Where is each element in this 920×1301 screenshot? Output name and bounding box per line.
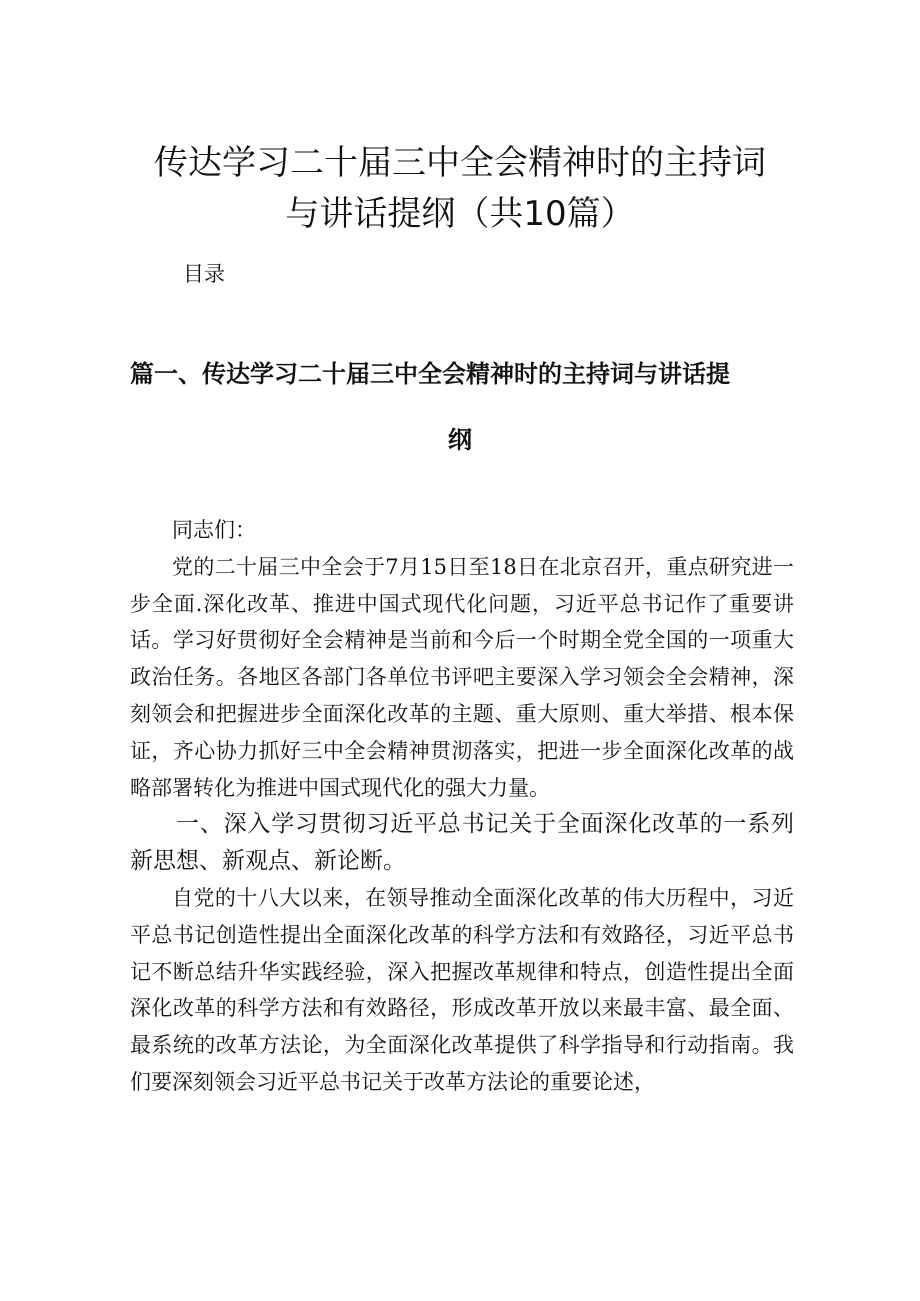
document-title-line-1: 传达学习二十届三中全会精神时的主持词 — [154, 143, 766, 183]
greeting: 同志们： — [172, 518, 256, 542]
table-of-contents-label: 目录 — [183, 262, 225, 286]
section-title-line-2: 纲 — [448, 426, 472, 454]
document-title-line-2: 与讲话提纲（共10篇） — [285, 194, 635, 234]
section-title-line-1: 篇一、传达学习二十届三中全会精神时的主持词与讲话提 — [130, 360, 730, 388]
section-title — [130, 356, 790, 458]
body-paragraph-1: 党的二十届三中全会于7月15日至18日在北京召开，重点研究进一步全面.深化改革、推进中国式现代化问题，习近平总书记作了重要讲话。学习好贯彻好全会精神是当前和今后一个时期全党全国的一项重大政治任务。各地区各部门各单位书评吧主要深入学习领会全会精神，深刻领会和把握进步全面深化改革的主题、重大原则、重大举措、根本保证，齐心协力抓好三中全会精神贯沏落实，把进一步全面深化改革的战略部署转化为推进中国式现代化的强大力量。 — [130, 554, 794, 800]
subheading-1: 一、深入学习贯彻习近平总书记关于全面深化改革的一系列新思想、新观点、新论断。 — [130, 811, 794, 875]
body-paragraph-2: 自党的十八大以来，在领导推动全面深化改革的伟大历程中，习近平总书记创造性提出全面深化改革的科学方法和有效路径，习近平总书记不断总结升华实践经验，深入把握改革规律和特点，创造性提出全面深化改革的科学方法和有效路径，形成改革开放以来最丰富、最全面、最系统的改革方法论，为全面深化改革提供了科学指导和行动指南。我们要深刻领会习近平总书记关于改革方法论的重要论述， — [130, 885, 794, 1094]
document-title — [0, 138, 920, 240]
document-body — [130, 512, 794, 1101]
